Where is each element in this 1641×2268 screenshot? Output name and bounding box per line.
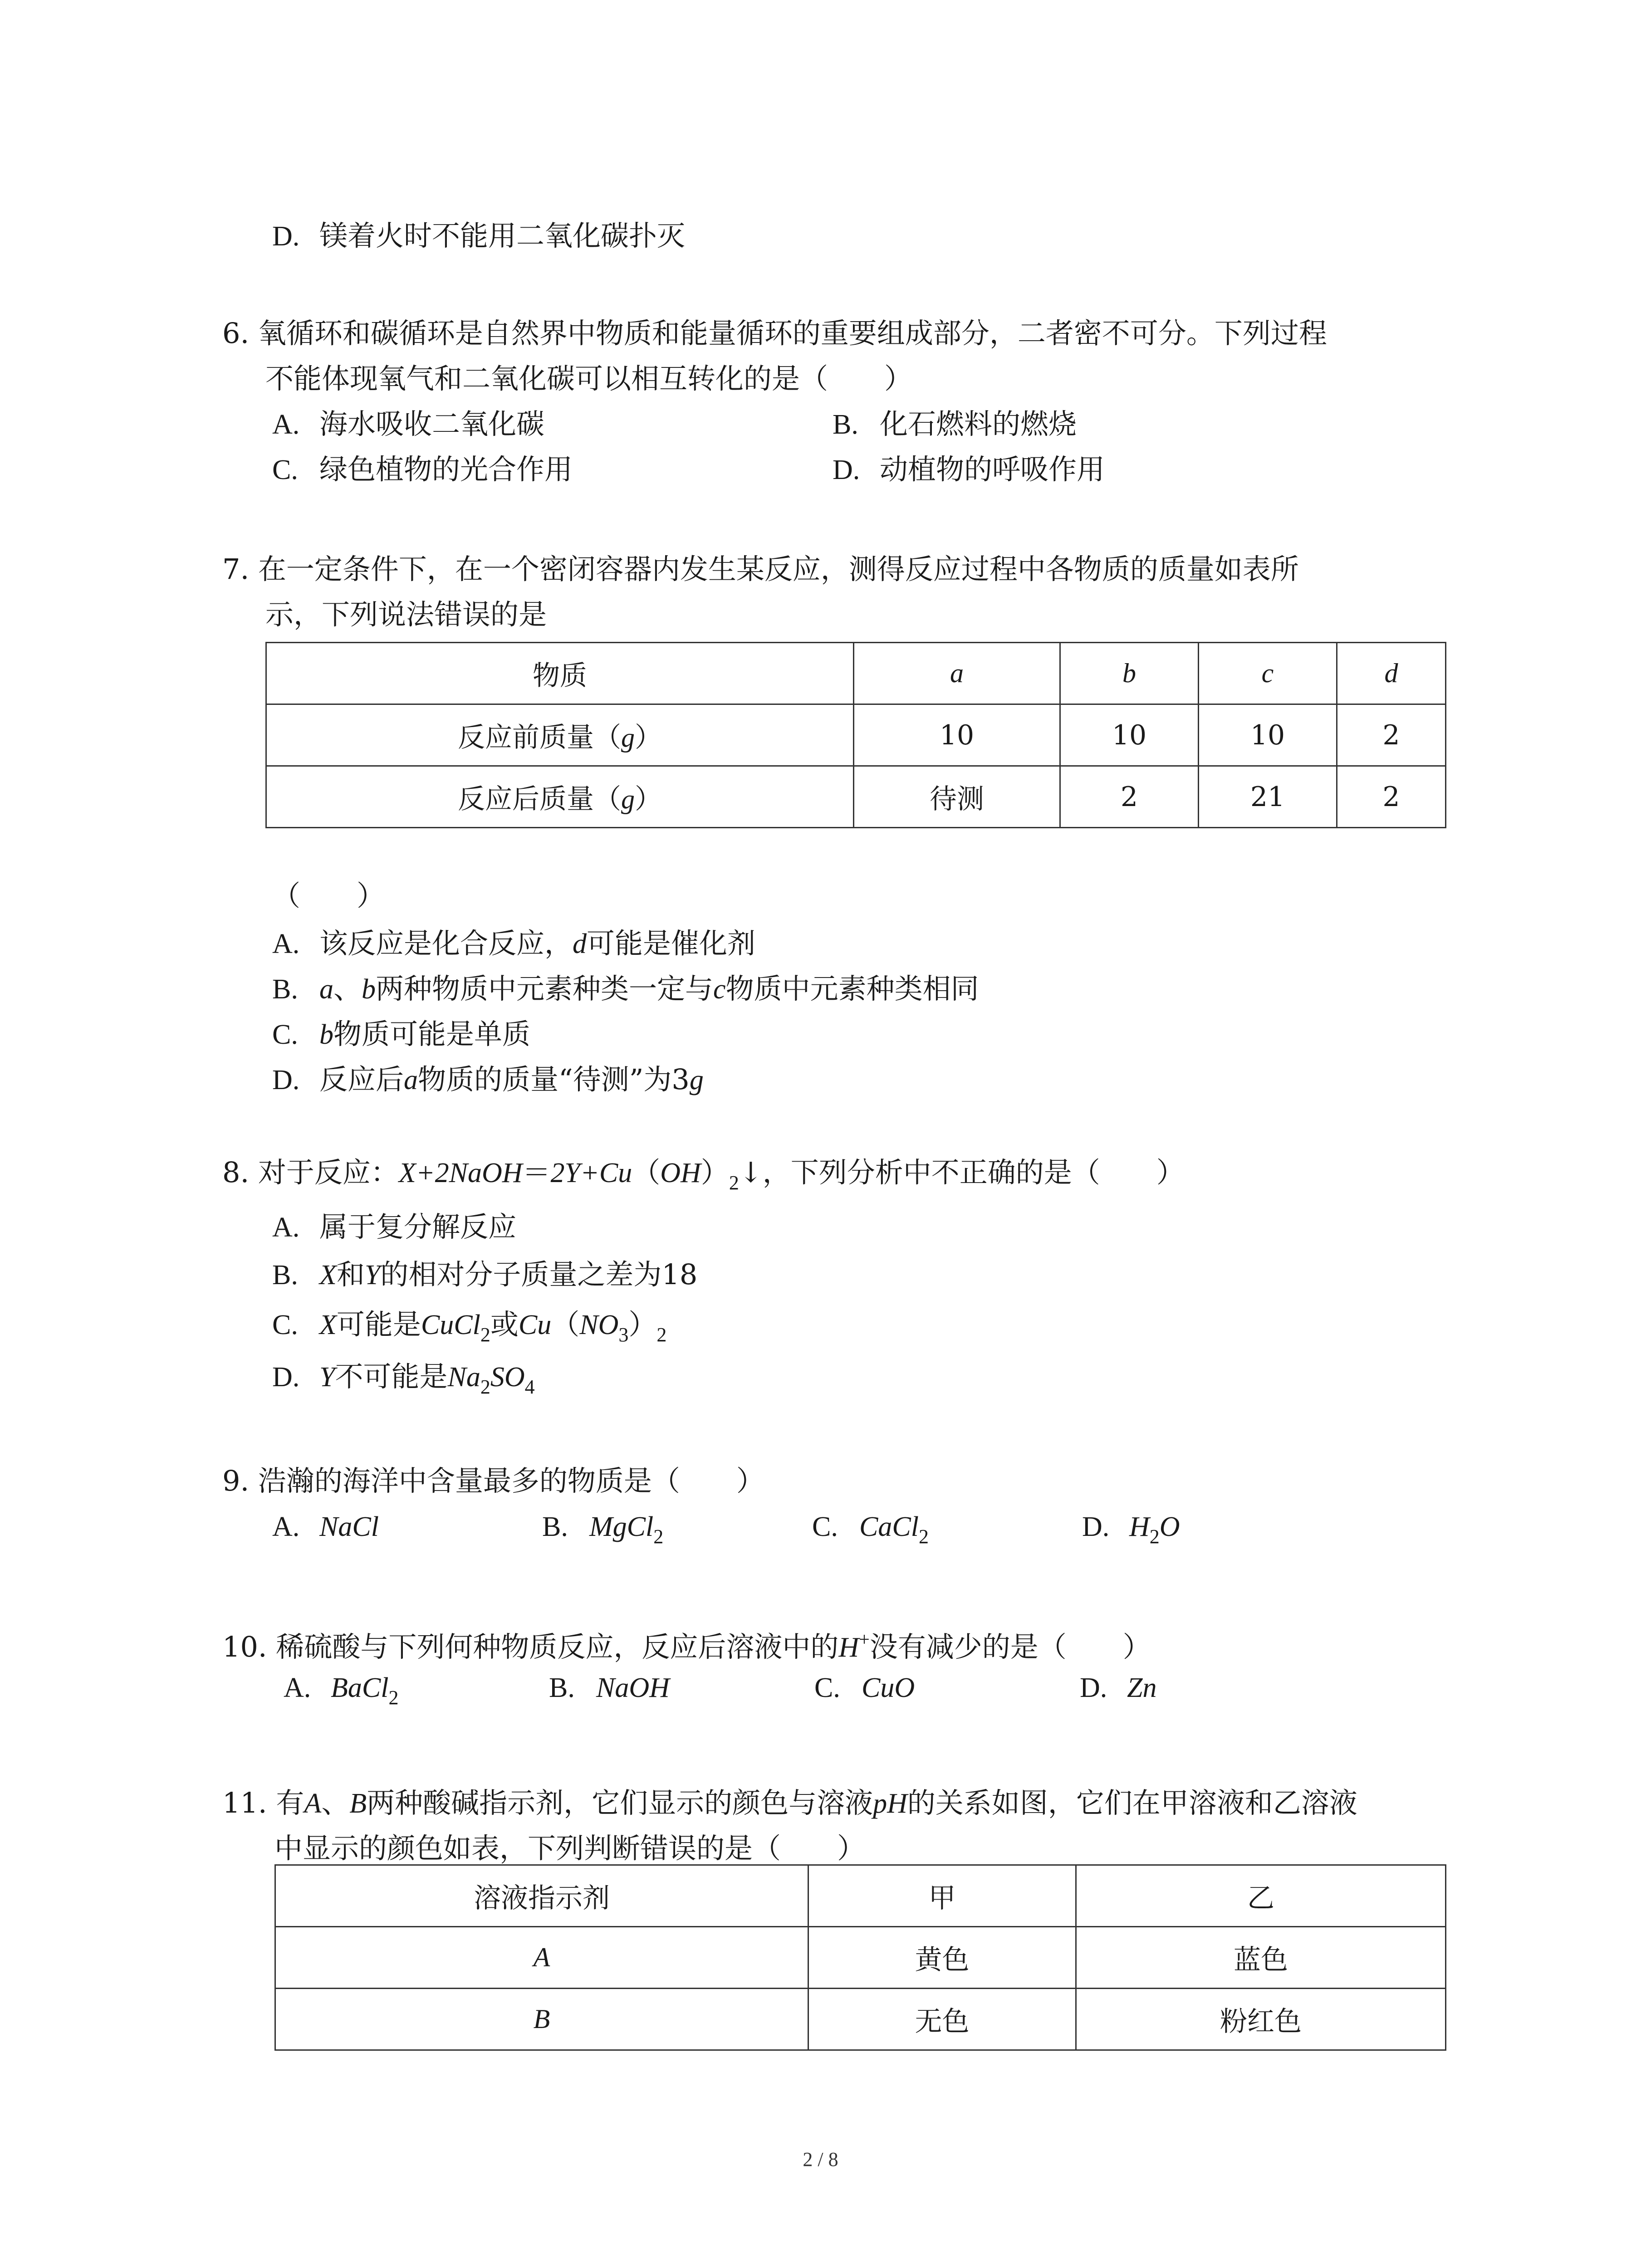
q8-option-a: A. 属于复分解反应 (272, 1210, 517, 1243)
table-row (266, 766, 1446, 828)
q10-stem: 10. 稀硫酸与下列何种物质反应，反应后溶液中的H+没有减少的是（ ） (222, 1629, 1151, 1663)
q7-option-d: D. 反应后a物质的质量“待测”为3g (272, 1063, 704, 1096)
table-cell: 10 (1060, 704, 1199, 766)
q10-option-b: B. NaOH (549, 1672, 670, 1703)
q7-option-c: C. b物质可能是单质 (272, 1017, 531, 1051)
table-row (275, 1989, 1446, 2050)
table-row (275, 1927, 1446, 1989)
q8-stem: 8. 对于反应：$X+2NaOH=2Y+Cu(OH)_2↓$，下列分析中不正确的是（ ） (222, 1156, 1185, 1194)
q6-stem-line1: 6. 氧循环和碳循环是自然界中物质和能量循环的重要组成部分，二者密不可分。下列过程 (222, 317, 1327, 350)
q6-option-c: C. 绿色植物的光合作用 (272, 453, 573, 486)
q8-option-c: C. X可能是CuCl$_2$或$Cu(NO_3)_2$ (272, 1308, 667, 1346)
q11-stem-line2: 中显示的颜色如表，下列判断错误的是（ ） (274, 1832, 866, 1865)
q10-option-d: D. Zn (1080, 1672, 1157, 1703)
q9-option-b: B. MgCl$_2$ (542, 1511, 664, 1548)
page-number: 2 / 8 (803, 2148, 838, 2170)
q5-option-d: D. 镁着火时不能用二氧化碳扑灭 (272, 219, 686, 252)
q8-option-b: B. X和Y的相对分子质量之差为18 (272, 1258, 698, 1291)
table-header-cell: 乙 (1076, 1865, 1446, 1927)
table-cell: 2 (1337, 704, 1446, 766)
q10-option-c: C. CuO (814, 1672, 915, 1703)
q9-option-a: A. NaCl (272, 1511, 379, 1542)
table-header-cell: 甲 (808, 1865, 1076, 1927)
q11-stem-line1: 11. 有A、B两种酸碱指示剂，它们显示的颜色与溶液pH的关系如图，它们在甲溶液和乙溶液 (222, 1786, 1357, 1819)
table-cell: 2 (1060, 766, 1199, 828)
table-cell: 待测 (854, 766, 1060, 828)
q7-stem-line1: 7. 在一定条件下，在一个密闭容器内发生某反应，测得反应过程中各物质的质量如表所 (222, 552, 1299, 586)
table-header-cell: c (1199, 643, 1337, 704)
table-header-row (266, 643, 1446, 704)
q7-answer-blank: （ ） (272, 879, 385, 912)
q6-stem-line2: 不能体现氧气和二氧化碳可以相互转化的是（ ） (265, 362, 913, 395)
q9-stem: 9. 浩瀚的海洋中含量最多的物质是（ ） (222, 1464, 764, 1497)
table-header-cell: b (1060, 643, 1199, 704)
table-row-label: 反应前质量（g） (266, 704, 854, 766)
q6-option-b: B. 化石燃料的燃烧 (833, 407, 1077, 440)
table-cell: 2 (1337, 766, 1446, 828)
q7-stem-line2: 示，下列说法错误的是 (265, 598, 547, 631)
q10-option-a: A. BaCl$_2$ (284, 1672, 399, 1709)
q6-option-a: A. 海水吸收二氧化碳 (272, 407, 545, 440)
table-cell: 蓝色 (1076, 1927, 1446, 1989)
table-cell: 粉红色 (1076, 1989, 1446, 2050)
table-row-label: A (275, 1927, 808, 1989)
table-row (266, 704, 1446, 766)
table-header-cell: 物质 (266, 643, 854, 704)
q9-option-d: D. $H_2O$ (1082, 1511, 1180, 1548)
table-cell: 无色 (808, 1989, 1076, 2050)
table-cell: 10 (854, 704, 1060, 766)
q6-option-d: D. 动植物的呼吸作用 (833, 453, 1105, 486)
q8-option-d: D. Y不可能是$Na_2SO_4$ (272, 1360, 535, 1398)
table-cell: 黄色 (808, 1927, 1076, 1989)
q7-option-a: A. 该反应是化合反应，d可能是催化剂 (272, 927, 756, 960)
table-header-cell: a (854, 643, 1060, 704)
table-cell: 10 (1199, 704, 1337, 766)
table-header-row (275, 1865, 1446, 1927)
q7-option-b: B. a、b两种物质中元素种类一定与c物质中元素种类相同 (272, 972, 979, 1005)
table-header-cell: d (1337, 643, 1446, 704)
table-cell: 21 (1199, 766, 1337, 828)
table-row-label: B (275, 1989, 808, 2050)
table-header-cell: 溶液指示剂 (275, 1865, 808, 1927)
q7-mass-table (265, 642, 1446, 828)
q9-option-c: C. CaCl$_2$ (812, 1511, 929, 1548)
table-row-label: 反应后质量（g） (266, 766, 854, 828)
q11-indicator-table (274, 1864, 1446, 2051)
